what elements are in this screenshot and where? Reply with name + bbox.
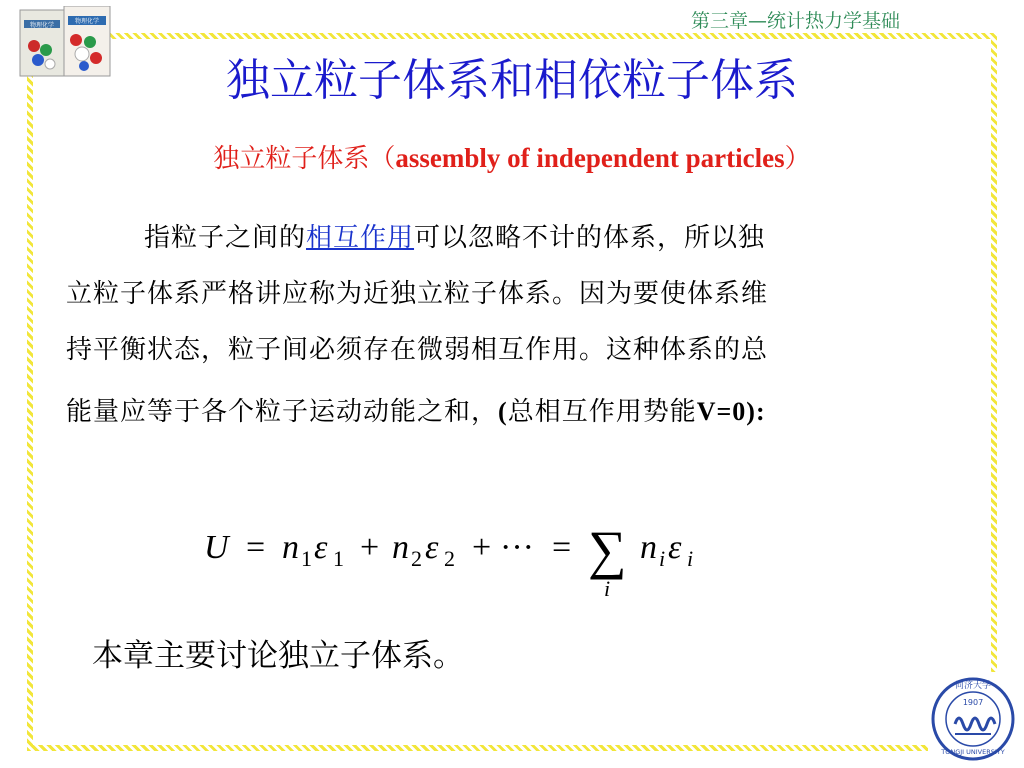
formula-eps1-sub: 1 [333, 546, 344, 571]
formula-plus-2: + [472, 529, 492, 566]
formula-plus-1: + [360, 529, 380, 566]
slide-title: 独立粒子体系和相依粒子体系 [226, 55, 798, 106]
formula-eps2: ε [425, 529, 439, 566]
formula-n2-sub: 2 [411, 546, 422, 571]
formula-sum-index: i [604, 576, 611, 600]
closing-statement: 本章主要讨论独立子体系。 [92, 638, 464, 674]
formula-n2: n [392, 529, 409, 566]
potential-value: V=0): [696, 397, 766, 426]
formula-eps1: ε [314, 529, 328, 566]
paragraph-line-2: 立粒子体系严格讲应称为近独立粒子体系。因为要使体系维 [66, 279, 769, 309]
paragraph-line-1-start: 指粒子之间的 [144, 223, 307, 253]
subtitle-chinese: 独立粒子体系（ [213, 144, 396, 174]
book-label-right: 物理化学 [74, 18, 100, 25]
tongji-university-logo [928, 672, 1018, 762]
paren-open: ( [498, 397, 508, 426]
subtitle-english: assembly of independent particles [395, 143, 785, 173]
slide-subtitle [0, 138, 1024, 175]
logo-bottom-text: TONGJI UNIVERSITY [941, 748, 1005, 756]
logo-top-text: 同济大学 [954, 681, 992, 691]
formula-equals-1: = [246, 529, 266, 566]
energy-formula [200, 510, 720, 600]
definition-paragraph [66, 210, 966, 440]
chapter-header: 第三章—统计热力学基础 [690, 10, 900, 32]
formula-sum-sign: ∑ [588, 520, 627, 580]
formula-equals-2: = [552, 529, 572, 566]
formula-epsi-sub: i [687, 546, 694, 571]
paragraph-line-1 [66, 210, 966, 266]
paragraph-line-1-end: 可以忽略不计的体系，所以独 [414, 223, 766, 253]
formula-ni: n [640, 529, 657, 566]
book-label-left: 物理化学 [29, 22, 55, 29]
formula-n1: n [282, 529, 299, 566]
formula-epsi: ε [668, 529, 682, 566]
paragraph-line-4 [66, 384, 966, 440]
subtitle-close-paren: ） [784, 144, 811, 174]
logo-year: 1907 [962, 698, 984, 707]
formula-eps2-sub: 2 [444, 546, 455, 571]
potential-label: 总相互作用势能 [507, 397, 697, 427]
formula-n1-sub: 1 [301, 546, 312, 571]
formula-dots: ··· [500, 529, 534, 566]
formula-U: U [204, 529, 229, 566]
paragraph-line-4-start: 能量应等于各个粒子运动动能之和， [66, 397, 499, 427]
paragraph-line-3: 持平衡状态，粒子间必须存在微弱相互作用。这种体系的总 [66, 335, 769, 365]
interaction-link[interactable]: 相互作用 [306, 223, 415, 253]
formula-ni-sub: i [659, 546, 666, 571]
